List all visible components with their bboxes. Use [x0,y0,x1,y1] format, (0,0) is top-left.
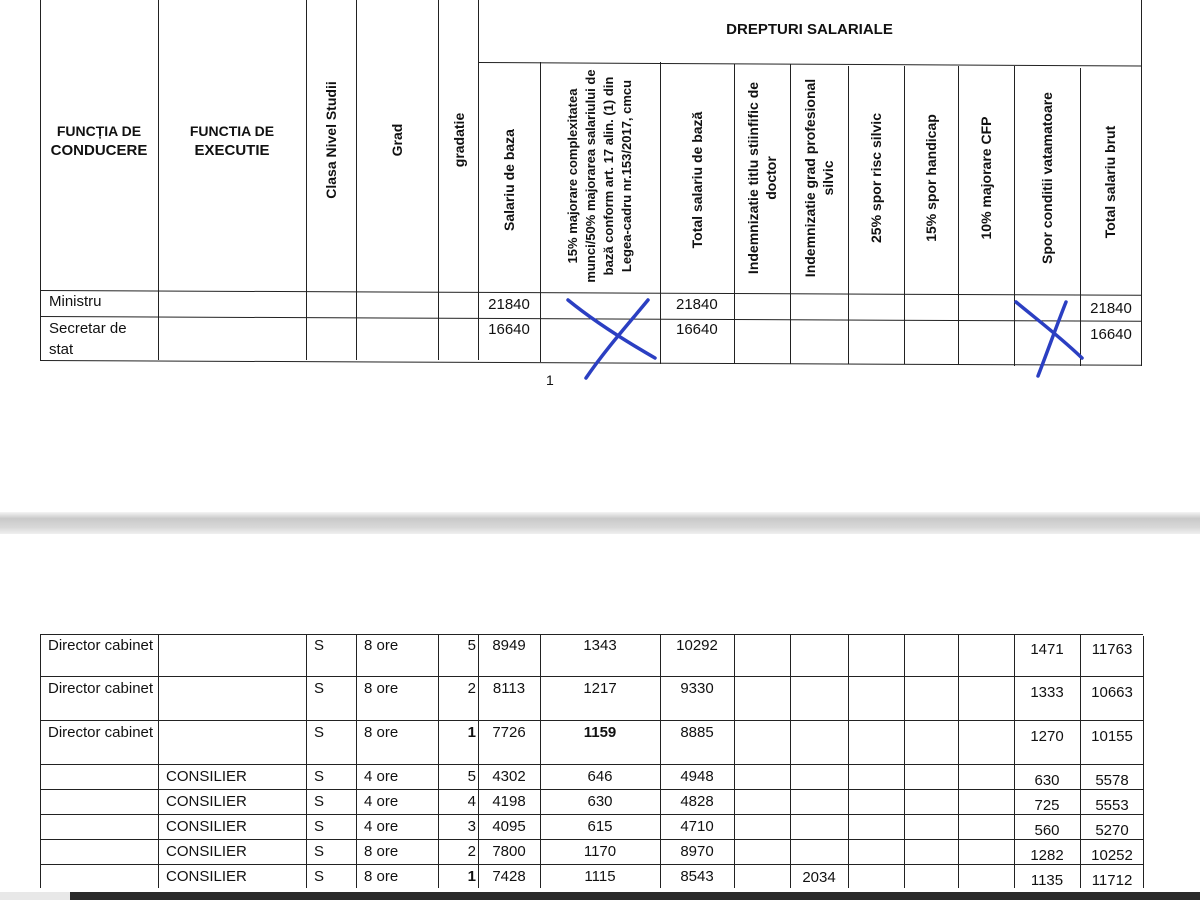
row-3-spor-vatamatoare: 1270 [1030,728,1064,745]
row-2-majorare: 1217 [583,680,617,697]
row-8-total-brut: 11712 [1091,872,1133,889]
row-6-salariu: 4095 [492,818,526,835]
row-8-functie-executie: CONSILIER [166,868,247,885]
row-4-clasa: S [314,768,325,785]
row-8-total-baza: 8543 [680,868,714,885]
row-secretar-functie: Secretar de stat [49,320,127,358]
row-1-spor-vatamatoare: 1471 [1030,641,1064,658]
row-5-gradatie: 4 [467,793,476,810]
row-5-salariu: 4198 [492,793,526,810]
row-2-spor-vatamatoare: 1333 [1030,684,1064,701]
row-2-gradatie: 2 [467,680,476,697]
row-8-salariu: 7428 [492,868,526,885]
row-6-spor-vatamatoare: 560 [1034,822,1060,839]
header-conducere-line2: CONDUCERE [50,142,148,159]
header-executie-line1: FUNCTIA DE [189,123,275,139]
row-2-total-brut: 10663 [1091,684,1133,701]
row-3-salariu: 7726 [492,724,526,741]
row-ministru-total-baza: 21840 [676,296,718,313]
row-3-grad: 8 ore [364,724,399,741]
header-executie-line2: EXECUTIE [194,142,270,159]
row-3-majorare: 1159 [583,724,617,741]
row-6-functie-executie: CONSILIER [166,818,247,835]
row-2-functie-conducere: Director cabinet [48,680,154,697]
row-ministru-salariu: 21840 [488,296,530,313]
header-gradatie: gradatie [451,112,467,168]
row-8-gradatie: 1 [467,868,476,885]
pen-cross-right-stroke1 [1016,302,1082,358]
row-5-total-baza: 4828 [680,793,714,810]
row-6-grad: 4 ore [364,818,399,835]
row-4-total-baza: 4948 [680,768,714,785]
row-5-spor-vatamatoare: 725 [1034,797,1060,814]
row-6-total-brut: 5270 [1095,822,1129,839]
row-1-total-baza: 10292 [676,637,718,654]
row-7-salariu: 7800 [492,843,526,860]
row-3-gradatie: 1 [467,724,476,741]
document-page-2 [0,534,1200,900]
header-functia-conducere [40,121,158,161]
header-grad: Grad [389,123,405,157]
row-8-clasa: S [314,868,325,885]
header-indemnizatie-grad-profesional: Indemnizatie grad profesional silvic [802,78,836,278]
row-ministru-total-brut: 21840 [1090,300,1132,317]
header-conducere-line1: FUNCȚIA DE [56,123,142,139]
viewer-bottom-bar [0,892,1200,900]
row-2-total-baza: 9330 [680,680,714,697]
drepturi-salariale-title: DREPTURI SALARIALE [726,21,893,38]
pen-cross-left-stroke2 [586,300,648,378]
row-3-total-baza: 8885 [680,724,714,741]
row-1-majorare: 1343 [583,637,617,654]
row-4-spor-vatamatoare: 630 [1034,772,1060,789]
row-8-spor-vatamatoare: 1135 [1030,872,1064,889]
row-7-clasa: S [314,843,325,860]
row-7-total-brut: 10252 [1091,847,1133,864]
header-spor-handicap: 15% spor handicap [923,114,939,242]
row-5-majorare: 630 [587,793,613,810]
row-4-gradatie: 5 [467,768,476,785]
page-number: 1 [546,372,554,388]
row-3-total-brut: 10155 [1091,728,1133,745]
header-total-salariu-baza: Total salariu de bază [689,111,705,249]
row-8-majorare: 1115 [584,868,616,885]
row-8-grad: 8 ore [364,868,399,885]
header-indemnizatie-doctor: Indemnizatie titlu stiinfific de doctor [745,81,779,275]
row-4-functie-executie: CONSILIER [166,768,247,785]
header-spor-conditii-vatamatoare: Spor conditii vatamatoare [1039,92,1055,264]
header-spor-risc-silvic: 25% spor risc silvic [868,113,884,243]
row-7-grad: 8 ore [364,843,399,860]
row-1-functie-conducere: Director cabinet [48,637,154,654]
viewer-bottom-bar-left [0,892,70,900]
row-4-salariu: 4302 [492,768,526,785]
row-2-clasa: S [314,680,325,697]
row-7-spor-vatamatoare: 1282 [1030,847,1064,864]
row-6-total-baza: 4710 [680,818,714,835]
row-1-salariu: 8949 [492,637,526,654]
row-5-functie-executie: CONSILIER [166,793,247,810]
row-3-clasa: S [314,724,325,741]
row-1-gradatie: 5 [467,637,476,654]
row-8-grad-profesional: 2034 [802,869,836,886]
header-salariu-de-baza: Salariu de baza [501,129,517,231]
row-5-grad: 4 ore [364,793,399,810]
row-1-total-brut: 11763 [1091,641,1133,658]
row-5-total-brut: 5553 [1095,797,1129,814]
pen-cross-left-stroke1 [568,300,655,358]
row-5-clasa: S [314,793,325,810]
row-7-total-baza: 8970 [680,843,714,860]
header-majorare-cfp: 10% majorare CFP [978,116,994,240]
row-4-majorare: 646 [587,768,613,785]
page-separator [0,512,1200,534]
row-2-grad: 8 ore [364,680,399,697]
row-2-salariu: 8113 [492,680,526,697]
header-total-salariu-brut: Total salariu brut [1102,125,1118,239]
row-3-functie-conducere: Director cabinet [48,724,154,741]
row-secretar-total-brut: 16640 [1090,326,1132,343]
row-7-gradatie: 2 [467,843,476,860]
row-ministru-functie: Ministru [49,293,102,310]
row-6-majorare: 615 [587,818,613,835]
header-majorare-complexitate: 15% majorare complexitatea munci/50% majorarea salariului de bază conform art. 17 alin. (1) din Legea-cadru nr.153/2017, cmcu [565,69,634,283]
row-1-grad: 8 ore [364,637,399,654]
row-secretar-total-baza: 16640 [676,321,718,338]
row-7-majorare: 1170 [583,843,617,860]
row-7-functie-executie: CONSILIER [166,843,247,860]
row-6-clasa: S [314,818,325,835]
header-functia-executie [158,121,306,161]
row-1-clasa: S [314,637,325,654]
row-secretar-salariu: 16640 [488,321,530,338]
row-6-gradatie: 3 [467,818,476,835]
row-4-grad: 4 ore [364,768,399,785]
header-clasa-nivel-studii: Clasa Nivel Studii [323,81,339,199]
row-4-total-brut: 5578 [1095,772,1129,789]
